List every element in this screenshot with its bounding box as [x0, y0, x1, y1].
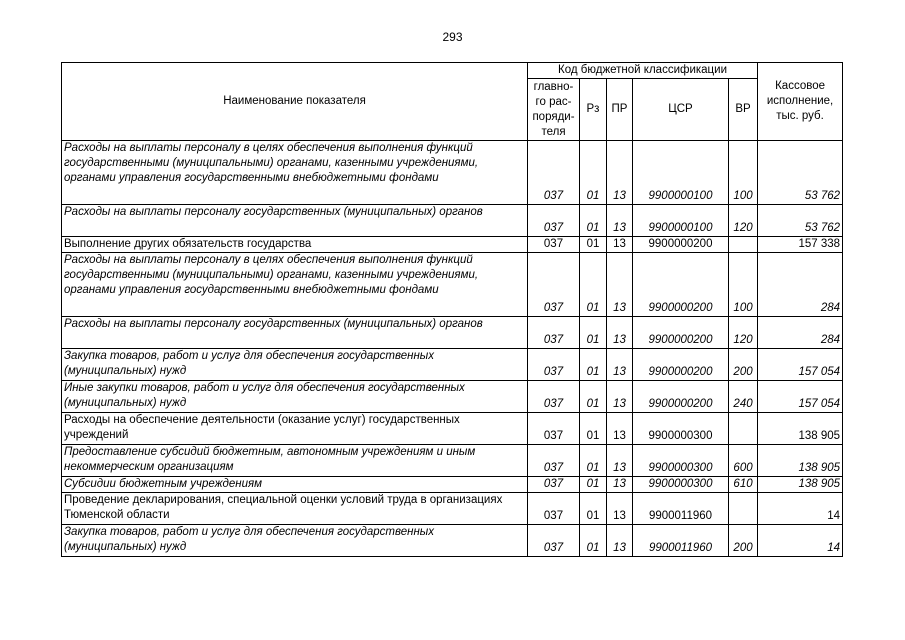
row-vr: 200	[729, 349, 758, 381]
row-rz: 01	[580, 413, 607, 445]
row-gr: 037	[528, 253, 580, 317]
header-vr: ВР	[729, 79, 758, 141]
table-row	[62, 477, 843, 493]
row-csr: 9900000300	[633, 413, 729, 445]
row-amount: 138 905	[758, 445, 843, 477]
row-csr: 9900000200	[633, 381, 729, 413]
row-csr: 9900011960	[633, 525, 729, 557]
row-vr: 100	[729, 141, 758, 205]
row-pr: 13	[607, 413, 633, 445]
header-amount: Кассовое исполнение, тыс. руб.	[758, 63, 843, 141]
row-pr: 13	[607, 381, 633, 413]
row-gr: 037	[528, 493, 580, 525]
row-gr: 037	[528, 477, 580, 493]
table-row	[62, 381, 843, 413]
row-name: Расходы на выплаты персоналу государственных (муниципальных) органов	[62, 317, 528, 349]
row-amount: 138 905	[758, 477, 843, 493]
row-pr: 13	[607, 445, 633, 477]
row-name: Субсидии бюджетным учреждениям	[62, 477, 528, 493]
table-row	[62, 237, 843, 253]
table-row	[62, 253, 843, 317]
row-amount: 157 054	[758, 349, 843, 381]
row-amount: 14	[758, 525, 843, 557]
row-pr: 13	[607, 493, 633, 525]
table-row	[62, 205, 843, 237]
row-pr: 13	[607, 349, 633, 381]
row-gr: 037	[528, 381, 580, 413]
row-gr: 037	[528, 349, 580, 381]
row-amount: 157 054	[758, 381, 843, 413]
row-amount: 53 762	[758, 205, 843, 237]
row-vr	[729, 413, 758, 445]
row-csr: 9900000200	[633, 253, 729, 317]
row-vr: 120	[729, 317, 758, 349]
row-name: Расходы на обеспечение деятельности (оказание услуг) государственных учреждений	[62, 413, 528, 445]
row-amount: 138 905	[758, 413, 843, 445]
table-row	[62, 317, 843, 349]
row-csr: 9900000300	[633, 445, 729, 477]
row-gr: 037	[528, 141, 580, 205]
table-row	[62, 349, 843, 381]
row-rz: 01	[580, 205, 607, 237]
row-vr: 610	[729, 477, 758, 493]
row-rz: 01	[580, 493, 607, 525]
row-csr: 9900000300	[633, 477, 729, 493]
row-csr: 9900000200	[633, 349, 729, 381]
row-name: Закупка товаров, работ и услуг для обеспечения государственных (муниципальных) нужд	[62, 349, 528, 381]
table-row	[62, 445, 843, 477]
row-name: Закупка товаров, работ и услуг для обеспечения государственных (муниципальных) нужд	[62, 525, 528, 557]
row-vr: 600	[729, 445, 758, 477]
row-pr: 13	[607, 205, 633, 237]
page-number: 293	[442, 30, 463, 44]
row-csr: 9900000200	[633, 237, 729, 253]
row-rz: 01	[580, 317, 607, 349]
header-code-group: Код бюджетной классификации	[528, 63, 758, 79]
row-vr: 100	[729, 253, 758, 317]
header-gr: главно-го рас-поряди-теля	[528, 79, 580, 141]
row-csr: 9900000100	[633, 141, 729, 205]
row-rz: 01	[580, 477, 607, 493]
row-rz: 01	[580, 381, 607, 413]
row-gr: 037	[528, 317, 580, 349]
row-vr: 120	[729, 205, 758, 237]
row-amount: 284	[758, 317, 843, 349]
row-name: Расходы на выплаты персоналу в целях обеспечения выполнения функций государственными (муниципальными) органами, казенными учреждениями, органами управления государственными внебюджетными фондами	[62, 141, 528, 205]
row-name: Предоставление субсидий бюджетным, автономным учреждениям и иным некоммерческим организациям	[62, 445, 528, 477]
row-name: Иные закупки товаров, работ и услуг для обеспечения государственных (муниципальных) нужд	[62, 381, 528, 413]
table-row	[62, 525, 843, 557]
row-gr: 037	[528, 413, 580, 445]
row-pr: 13	[607, 253, 633, 317]
row-rz: 01	[580, 237, 607, 253]
row-name: Проведение декларирования, специальной оценки условий труда в организациях Тюменской области	[62, 493, 528, 525]
row-gr: 037	[528, 205, 580, 237]
row-name: Расходы на выплаты персоналу в целях обеспечения выполнения функций государственными (муниципальными) органами, казенными учреждениями, органами управления государственными внебюджетными фондами	[62, 253, 528, 317]
row-amount: 284	[758, 253, 843, 317]
row-amount: 157 338	[758, 237, 843, 253]
row-rz: 01	[580, 349, 607, 381]
row-csr: 9900000100	[633, 205, 729, 237]
row-csr: 9900000200	[633, 317, 729, 349]
row-pr: 13	[607, 477, 633, 493]
header-name: Наименование показателя	[62, 63, 528, 141]
table-row	[62, 141, 843, 205]
row-csr: 9900011960	[633, 493, 729, 525]
table-row	[62, 413, 843, 445]
row-rz: 01	[580, 253, 607, 317]
row-name: Расходы на выплаты персоналу государственных (муниципальных) органов	[62, 205, 528, 237]
row-vr: 240	[729, 381, 758, 413]
row-name: Выполнение других обязательств государства	[62, 237, 528, 253]
row-rz: 01	[580, 445, 607, 477]
row-gr: 037	[528, 445, 580, 477]
header-csr: ЦСР	[633, 79, 729, 141]
row-gr: 037	[528, 237, 580, 253]
row-pr: 13	[607, 237, 633, 253]
row-vr: 200	[729, 525, 758, 557]
header-rz: Рз	[580, 79, 607, 141]
row-amount: 53 762	[758, 141, 843, 205]
row-amount: 14	[758, 493, 843, 525]
table-row	[62, 493, 843, 525]
row-vr	[729, 237, 758, 253]
row-pr: 13	[607, 141, 633, 205]
row-pr: 13	[607, 525, 633, 557]
header-pr: ПР	[607, 79, 633, 141]
row-rz: 01	[580, 141, 607, 205]
row-vr	[729, 493, 758, 525]
row-rz: 01	[580, 525, 607, 557]
row-pr: 13	[607, 317, 633, 349]
row-gr: 037	[528, 525, 580, 557]
budget-table	[61, 62, 843, 557]
table-body	[62, 141, 843, 557]
